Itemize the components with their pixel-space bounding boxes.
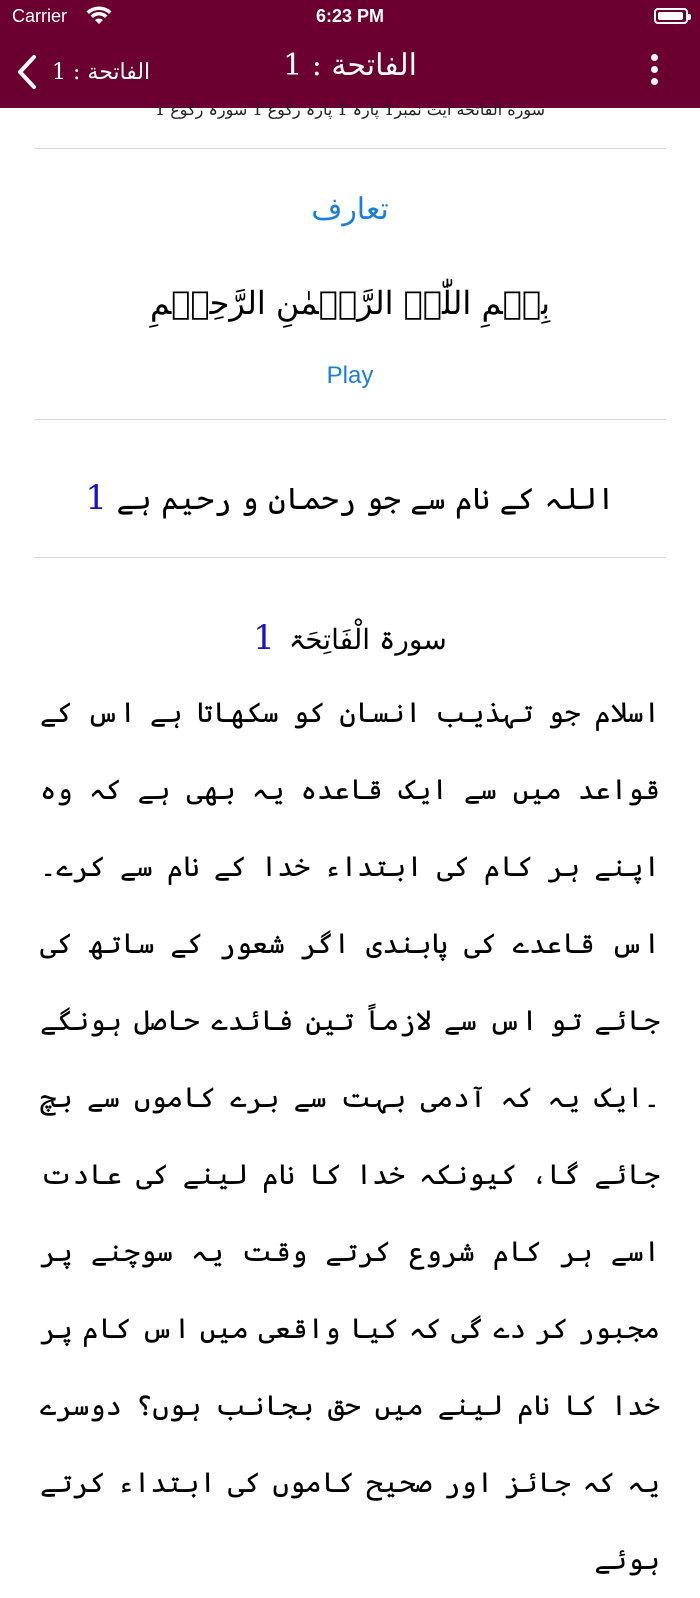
tafseer-heading	[0, 618, 700, 658]
tafseer-heading-text: سورۃ الْفَاتِحَۃ	[288, 623, 447, 656]
section-title: تعارف	[311, 192, 389, 227]
carrier-label: Carrier	[12, 6, 68, 26]
more-options-button[interactable]	[648, 54, 660, 90]
battery-icon	[654, 8, 688, 24]
content-scroll-area[interactable]	[0, 100, 700, 1576]
back-button-label: الفاتحة : 1	[52, 59, 151, 85]
tafseer-body-text: اسلام جو تہذیب انسان کو سکھاتا ہے اس کے قواعد میں سے ایک قاعدہ یہ بھی ہے کہ وہ اپنے ہر کام کی ابتداء خدا کے نام سے کرے۔اس قاعدے کی پابندی اگر شعور کے ساتھ کی جائے تو اس سے لازماً تین فائدے حاصل ہونگے ۔ایک یہ کہ آدمی بہت سے برے کاموں سے بچ جائے گا، کیونکہ خدا کا نام لینے کی عادت اسے ہر کام شروع کرتے وقت یہ سوچنے پر مجبور کر دے گی کہ کیا واقعی میں اس کام پر خدا کا نام لینے میں حق بجانب ہوں؟ دوسرے یہ کہ جائز اور صحیح کاموں کی ابتداء کرتے ہوئے	[40, 696, 660, 1576]
more-dot-icon	[651, 78, 658, 85]
more-dot-icon	[651, 54, 658, 61]
tafseer-number: 1	[253, 618, 275, 658]
divider	[34, 419, 666, 420]
translation-row	[0, 478, 700, 518]
more-dot-icon	[651, 66, 658, 73]
navigation-bar	[0, 36, 700, 108]
bismillah-text: بِسۡمِ اللّٰہِ الرَّحۡمٰنِ الرَّحِیۡمِ	[149, 284, 551, 322]
ayah-number: 1	[85, 478, 107, 518]
play-button[interactable]: Play	[326, 362, 374, 389]
page-title: الفاتحة : 1	[283, 48, 417, 83]
status-bar	[0, 0, 700, 36]
ayah-info-line: سورة الفاتحة ایت نمبر1 پارہ 1 پارہ رکوع 1 سورہ رکوع 1	[154, 100, 546, 119]
divider	[34, 148, 666, 149]
translation-text: اللہ کے نام سے جو رحمان و رحیم ہے	[116, 482, 615, 517]
battery-fill	[658, 12, 683, 20]
divider	[34, 557, 666, 558]
status-time: 6:23 PM	[315, 6, 385, 26]
